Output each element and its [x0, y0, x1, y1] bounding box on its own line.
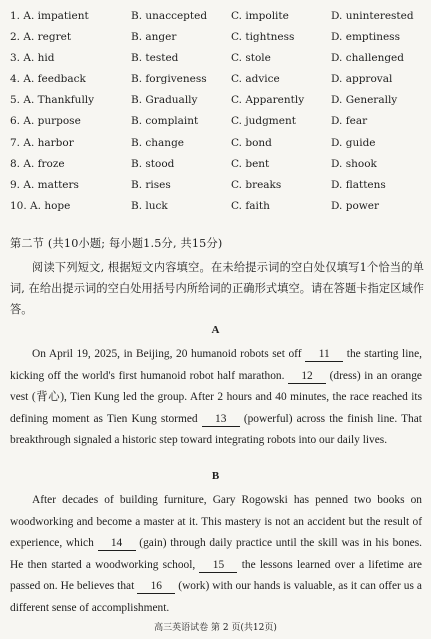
option-text: flattens	[345, 178, 386, 191]
option-text: regret	[37, 31, 72, 44]
choice-row	[0, 6, 431, 27]
option-text: change	[145, 136, 185, 149]
passage-text: (work) with our hands is valuable, as it can offer us a different sense of accomplishment.	[10, 580, 422, 614]
option-text: approval	[345, 73, 393, 86]
choice-row	[0, 27, 431, 48]
choice-option[interactable]	[131, 6, 207, 27]
choice-option[interactable]	[231, 196, 270, 217]
choice-option[interactable]	[331, 6, 414, 27]
option-letter: B.	[131, 157, 143, 170]
choice-option[interactable]	[10, 90, 94, 111]
choice-option[interactable]	[131, 111, 198, 132]
choice-row	[0, 69, 431, 90]
section-title: 第二节 (共10小题; 每小题1.5分, 共15分)	[10, 237, 223, 250]
option-letter: B.	[131, 73, 143, 86]
option-text: tested	[145, 52, 179, 65]
option-letter: B.	[131, 199, 143, 212]
choice-option[interactable]	[231, 90, 304, 111]
option-text: Apparently	[245, 94, 305, 107]
question-number: 2.	[10, 31, 21, 44]
option-letter: D.	[331, 94, 343, 107]
page-footer: 高三英语试卷 第 2 页(共12页)	[154, 623, 277, 633]
option-text: hid	[37, 52, 55, 65]
option-letter: C.	[231, 178, 242, 191]
option-text: unaccepted	[145, 10, 208, 22]
option-letter: B.	[131, 10, 143, 22]
option-letter: B.	[131, 52, 143, 65]
option-text: guide	[345, 136, 376, 149]
choice-row	[0, 48, 431, 69]
question-number: 10.	[10, 199, 27, 212]
choice-option[interactable]	[10, 175, 79, 196]
choice-option[interactable]	[10, 196, 70, 217]
choice-row	[0, 90, 431, 111]
option-letter: D.	[331, 52, 343, 65]
choice-row	[0, 133, 431, 154]
blank-14[interactable]: 14	[98, 537, 136, 551]
choice-option[interactable]	[331, 154, 377, 175]
choice-option[interactable]	[10, 6, 89, 27]
choice-option[interactable]	[131, 27, 176, 48]
passage-text: (gain) through daily practice until the skill was in his bones. He then started a woodworking school,	[10, 537, 422, 571]
option-text: bent	[245, 157, 270, 170]
option-letter: B.	[131, 94, 143, 107]
question-number: 6.	[10, 115, 21, 128]
option-text: harbor	[37, 136, 74, 149]
option-text: froze	[37, 157, 65, 170]
option-letter: B.	[131, 178, 143, 191]
choice-row	[0, 196, 431, 217]
choice-option[interactable]	[131, 48, 178, 69]
choice-option[interactable]	[331, 175, 386, 196]
passage-text: the starting line, kicking off the world's first humanoid robot half marathon.	[10, 348, 422, 382]
choice-option[interactable]	[131, 175, 171, 196]
passage-a-text	[10, 344, 422, 452]
choice-table	[0, 6, 431, 217]
option-letter: C.	[231, 136, 242, 149]
option-letter: D.	[331, 73, 343, 86]
option-text: rises	[145, 178, 171, 191]
option-letter: A.	[30, 199, 41, 212]
option-text: fear	[345, 115, 368, 128]
choice-option[interactable]	[131, 90, 197, 111]
option-text: purpose	[37, 115, 81, 128]
option-text: emptiness	[345, 31, 400, 44]
option-text: uninterested	[345, 10, 414, 22]
choice-option[interactable]	[231, 111, 296, 132]
choice-option[interactable]	[331, 196, 379, 217]
option-text: stood	[145, 157, 175, 170]
choice-option[interactable]	[10, 154, 65, 175]
option-letter: D.	[331, 178, 343, 191]
question-number: 5.	[10, 94, 21, 107]
blank-13[interactable]: 13	[202, 413, 240, 427]
blank-15[interactable]: 15	[199, 559, 237, 573]
choice-option[interactable]	[331, 69, 392, 90]
option-letter: D.	[331, 31, 343, 44]
section-instructions: 阅读下列短文, 根据短文内容填空。在未给提示词的空白处仅填写1个恰当的单词, 在给出提示词的空白处用括号内所给词的正确形式填空。请在答题卡指定区域作答。	[10, 261, 424, 316]
option-letter: A.	[23, 73, 35, 86]
choice-option[interactable]	[10, 111, 81, 132]
choice-option[interactable]	[231, 27, 294, 48]
option-letter: C.	[231, 199, 242, 212]
option-text: luck	[145, 199, 168, 212]
option-letter: A.	[23, 94, 35, 107]
choice-option[interactable]	[331, 90, 397, 111]
option-text: Generally	[345, 94, 398, 107]
option-text: advice	[245, 73, 280, 86]
passage-text: After decades of building furniture, Gary Rogowski has penned two books on woodworking and become a master at it. This mastery is not an accident but the result of experience, which	[10, 494, 422, 550]
choice-row	[0, 111, 431, 132]
option-text: challenged	[345, 52, 404, 65]
choice-option[interactable]	[131, 69, 207, 90]
passage-b-text	[10, 490, 422, 620]
option-text: power	[345, 199, 379, 212]
choice-option[interactable]	[331, 48, 404, 69]
question-number: 8.	[10, 157, 21, 170]
option-letter: B.	[131, 31, 143, 44]
option-text: impatient	[37, 10, 89, 22]
option-text: matters	[37, 178, 79, 191]
option-text: Thankfully	[37, 94, 95, 107]
choice-option[interactable]	[331, 133, 376, 154]
option-letter: D.	[331, 10, 343, 22]
option-letter: A.	[23, 52, 35, 65]
choice-option[interactable]	[331, 111, 367, 132]
option-text: bond	[245, 136, 272, 149]
option-letter: C.	[231, 10, 242, 22]
choice-row	[0, 175, 431, 196]
option-letter: A.	[23, 115, 35, 128]
choice-row	[0, 154, 431, 175]
choice-option[interactable]	[10, 69, 86, 90]
option-letter: A.	[23, 178, 35, 191]
option-text: judgment	[245, 115, 296, 128]
option-letter: B.	[131, 136, 143, 149]
option-letter: A.	[23, 136, 35, 149]
choice-option[interactable]	[231, 48, 271, 69]
option-letter: C.	[231, 94, 242, 107]
question-number: 3.	[10, 52, 21, 65]
option-letter: A.	[23, 31, 35, 44]
option-text: stole	[245, 52, 271, 65]
option-text: shook	[345, 157, 377, 170]
choice-option[interactable]	[231, 133, 272, 154]
option-text: impolite	[245, 10, 289, 22]
passage-a-heading: A	[211, 324, 220, 336]
option-text: breaks	[245, 178, 282, 191]
option-text: anger	[145, 31, 177, 44]
option-text: tightness	[245, 31, 295, 44]
choice-option[interactable]	[231, 69, 280, 90]
passage-text: the lessons learned over a lifetime are passed on. He believes that	[10, 558, 422, 593]
passage-b-heading: B	[211, 470, 220, 482]
option-letter: C.	[231, 52, 242, 65]
choice-option[interactable]	[131, 133, 184, 154]
option-text: complaint	[145, 115, 199, 128]
question-number: 9.	[10, 178, 21, 191]
option-text: feedback	[37, 73, 86, 86]
option-letter: D.	[331, 115, 343, 128]
option-text: hope	[44, 199, 71, 212]
choice-option[interactable]	[331, 27, 400, 48]
choice-option[interactable]	[231, 154, 269, 175]
option-letter: C.	[231, 31, 242, 44]
choice-option[interactable]	[231, 175, 281, 196]
option-letter: A.	[23, 157, 35, 170]
choice-option[interactable]	[10, 133, 74, 154]
choice-option[interactable]	[131, 154, 174, 175]
option-letter: C.	[231, 115, 242, 128]
blank-16[interactable]: 16	[137, 580, 175, 594]
blank-12[interactable]: 12	[288, 370, 326, 384]
option-letter: D.	[331, 199, 343, 212]
option-letter: D.	[331, 157, 343, 170]
passage-text: (dress) in an orange vest (背心), Tien Kung led the group. After 2 hours and 40 minutes, the race reached its defining moment as Tien Kung stormed	[10, 369, 422, 425]
blank-11[interactable]: 11	[305, 348, 343, 362]
passage-text: On April 19, 2025, in Beijing, 20 humanoid robots set off	[32, 348, 302, 360]
choice-option[interactable]	[131, 196, 168, 217]
question-number: 7.	[10, 136, 21, 149]
option-text: forgiveness	[145, 73, 207, 86]
option-letter: A.	[23, 10, 35, 22]
option-letter: C.	[231, 73, 242, 86]
question-number: 4.	[10, 73, 21, 86]
passage-text: (powerful) across the finish line. That breakthrough signaled a historic step toward integrating robots into our daily lives.	[10, 412, 422, 447]
option-letter: D.	[331, 136, 343, 149]
question-number: 1.	[10, 10, 21, 22]
option-letter: C.	[231, 157, 242, 170]
choice-option[interactable]	[10, 48, 54, 69]
option-text: faith	[245, 199, 270, 212]
choice-option[interactable]	[10, 27, 71, 48]
choice-option[interactable]	[231, 6, 289, 27]
option-letter: B.	[131, 115, 143, 128]
option-text: Gradually	[145, 94, 198, 107]
